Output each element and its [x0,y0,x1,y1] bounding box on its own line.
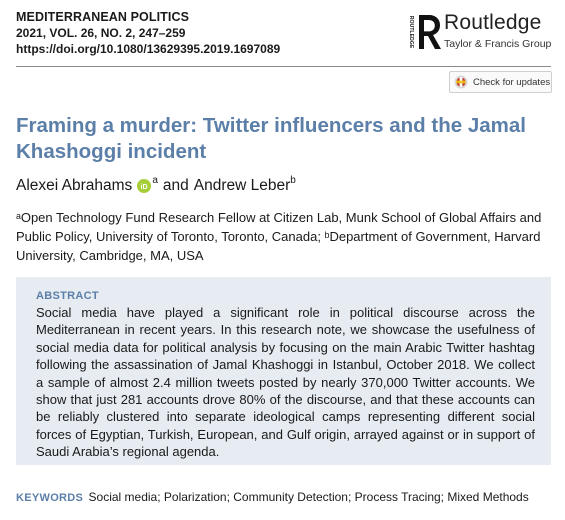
keywords-label: KEYWORDS [16,492,84,504]
publisher-subtitle: Taylor & Francis Group [444,38,552,50]
journal-header [16,9,280,57]
routledge-logo-icon [406,12,442,52]
check-for-updates-button[interactable] [449,71,552,93]
keywords-line [16,490,529,504]
author-affiliation-mark: b [290,174,296,186]
orcid-icon[interactable] [137,179,151,193]
journal-doi-link[interactable]: https://doi.org/10.1080/13629395.2019.1697089 [16,42,281,56]
check-for-updates-label: Check for updates [473,76,551,88]
abstract-heading: ABSTRACT [36,290,99,302]
author-joiner: and [162,177,189,194]
author-name[interactable]: Andrew Leber [193,177,291,194]
author-list [16,174,301,195]
publisher-name: Routledge [444,11,542,34]
author-name[interactable]: Alexei Abrahams [16,177,133,194]
publisher-side-text: ROUTLEDGE [408,15,414,49]
journal-name: MEDITERRANEAN POLITICS [16,10,190,24]
journal-volume-info: 2021, VOL. 26, NO. 2, 247–259 [16,26,186,40]
author-affiliations: ᵃOpen Technology Fund Research Fellow at Citizen Lab, Munk School of Global Affairs and Public Policy, University of Toronto, Toronto, Canada; ᵇDepartment of Government, Harvard University, Cambridge, MA, USA [16,210,542,263]
article-title: Framing a murder: Twitter influencers and the Jamal Khashoggi incident [16,114,526,163]
publisher-logo [406,10,554,54]
svg-text:iD: iD [140,183,148,191]
abstract-text: Social media have played a significant role in political discourse across the Mediterranean in recent years. In this research note, we showcase the usefulness of social media data for political analysis by focusing on the main Arabic Twitter hashtag following the assassination of Jamal Khashoggi in Istanbul, October 2018. We collect a sample of almost 2.4 million tweets posted by nearly 370,000 Twitter accounts. We show that just 281 accounts drove 80% of the discourse, and that these accounts can be reliably clustered into separate ideological camps representing different social forces of Egyptian, Turkish, European, and Gulf origin, arrayed against or in support of Saudi Arabia’s regional agenda. [36,305,535,460]
author-affiliation-mark: a [152,174,158,186]
keywords-text: Social media; Polarization; Community Detection; Process Tracing; Mixed Methods [88,490,529,504]
crossmark-icon [454,75,468,89]
abstract-panel [16,277,551,465]
header-divider [16,66,551,67]
